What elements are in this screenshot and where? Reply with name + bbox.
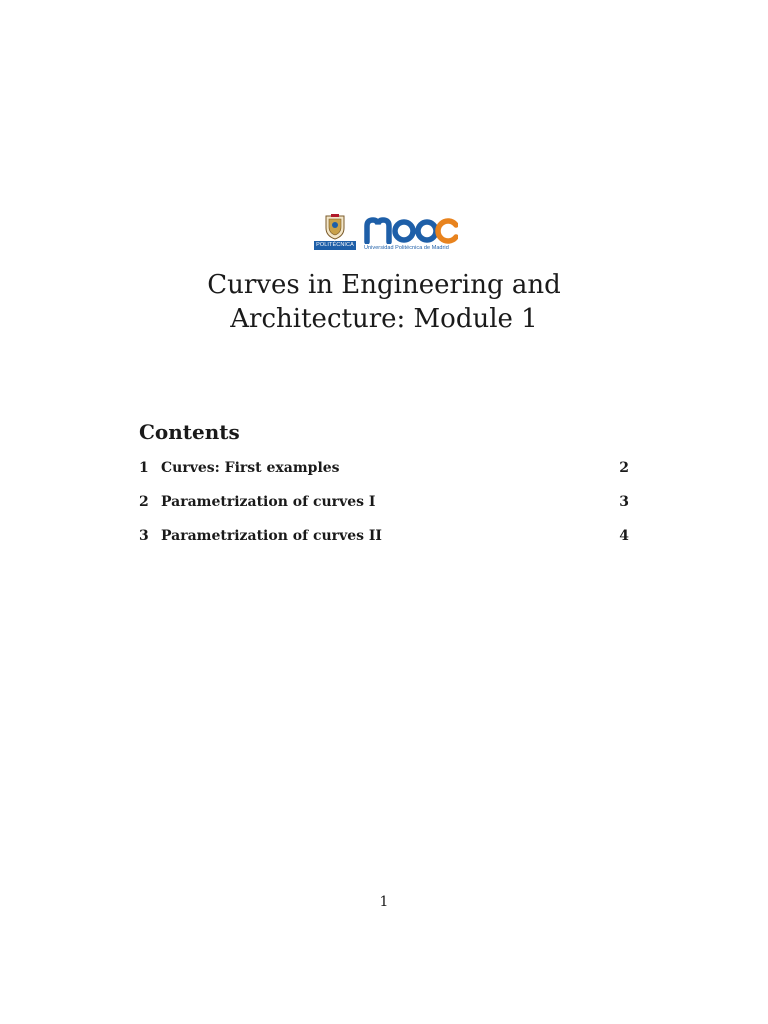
toc-entry-number: 2 <box>139 494 149 510</box>
mooc-wordmark-icon <box>364 216 458 244</box>
document-title <box>0 268 768 336</box>
toc-entry-page: 2 <box>619 460 629 476</box>
toc-entry-page: 4 <box>619 528 629 544</box>
toc-entry[interactable] <box>139 492 629 526</box>
mooc-logo <box>364 214 458 251</box>
title-line-1: Curves in Engineering and <box>207 270 561 300</box>
mooc-subtitle: Universidad Politécnica de Madrid <box>364 245 449 251</box>
toc-entry-page: 3 <box>619 494 629 510</box>
logo-row <box>314 214 458 254</box>
toc-entry[interactable] <box>139 526 629 560</box>
toc-entry-number: 3 <box>139 528 149 544</box>
toc-entry-label: Parametrization of curves I <box>161 494 376 510</box>
contents-heading: Contents <box>139 420 240 444</box>
toc-entry[interactable] <box>139 458 629 492</box>
upm-logo <box>314 214 356 254</box>
toc-entry-label: Parametrization of curves II <box>161 528 382 544</box>
upm-band-label: POLITÉCNICA <box>316 242 354 248</box>
upm-crest-icon <box>324 214 346 240</box>
page-number: 1 <box>379 894 389 910</box>
table-of-contents <box>139 458 629 560</box>
title-line-2: Architecture: Module 1 <box>230 304 538 334</box>
mooc-wordmark <box>364 214 458 244</box>
toc-entry-number: 1 <box>139 460 149 476</box>
toc-entry-label: Curves: First examples <box>161 460 340 476</box>
